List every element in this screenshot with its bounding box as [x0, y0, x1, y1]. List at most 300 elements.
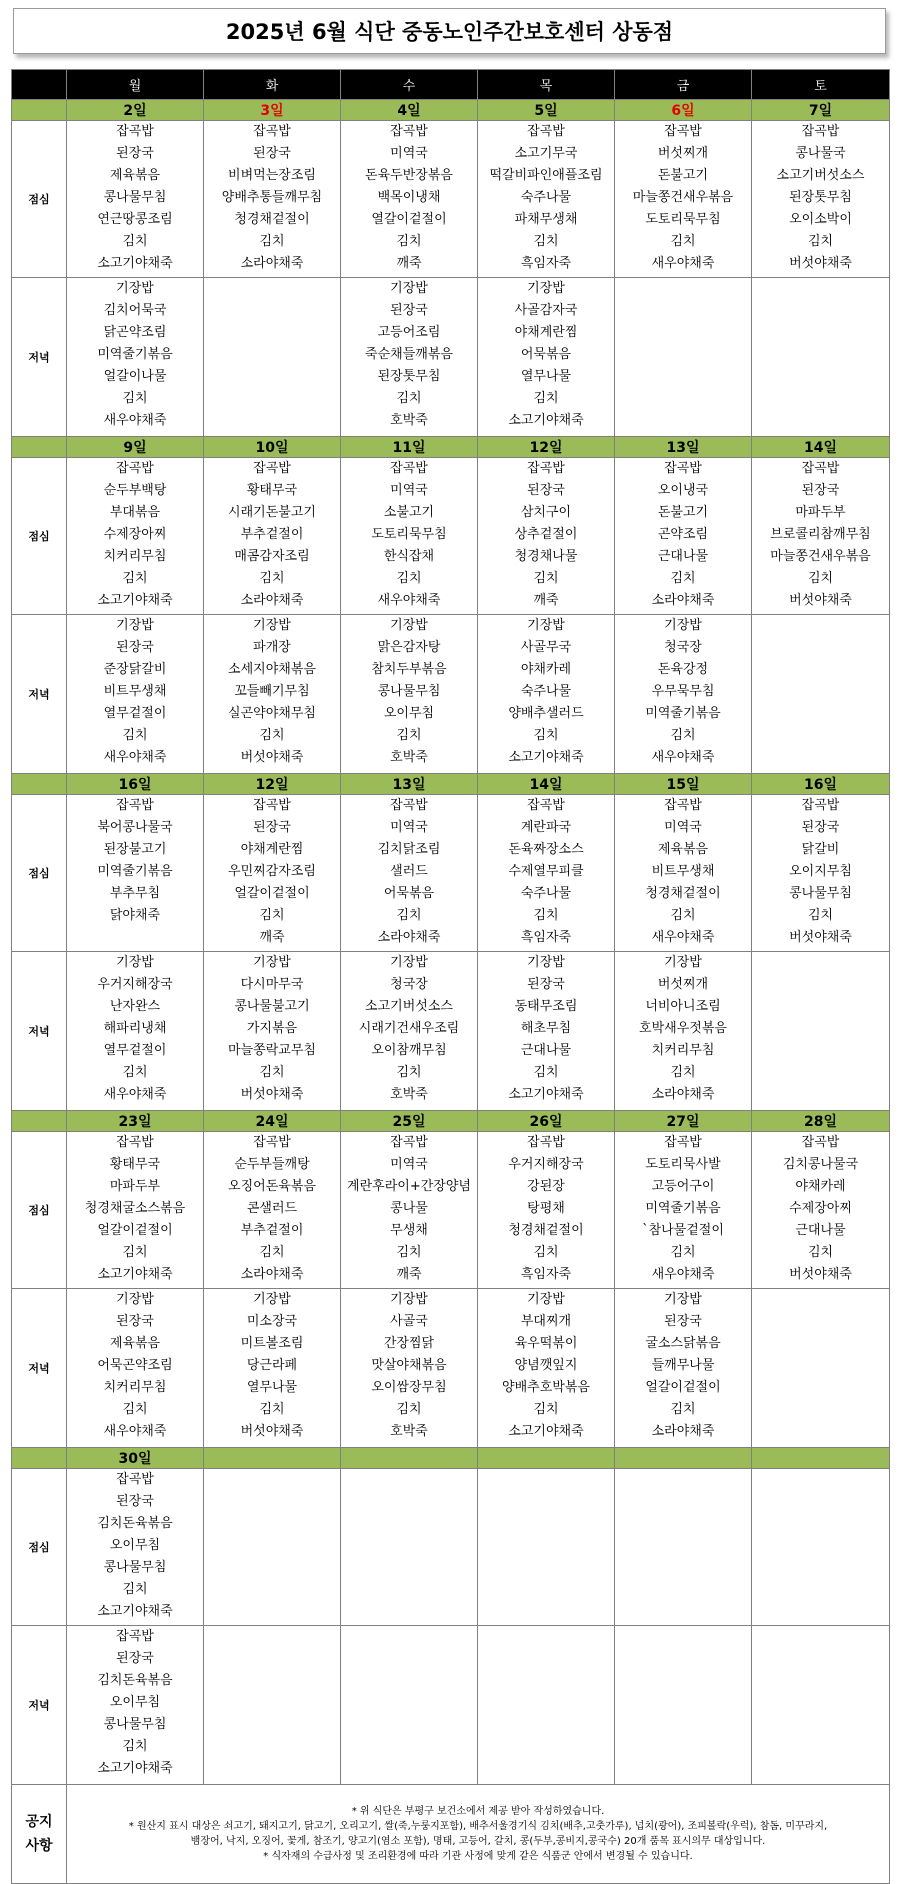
menu-item: 어묵곤약조림 — [97, 1358, 173, 1373]
menu-item: 김치 — [396, 571, 422, 586]
menu-item: 김치 — [259, 1245, 285, 1260]
dinner-menu-cell — [478, 615, 615, 774]
lunch-row — [12, 121, 890, 278]
menu-item: 청경채겉절이 — [508, 1223, 584, 1238]
notice-label-line: 사항 — [25, 1838, 53, 1854]
menu-item: 된장국 — [801, 820, 840, 835]
menu-item: 김치 — [807, 571, 834, 586]
menu-item: 소불고기 — [383, 505, 435, 520]
menu-item: 새우야채죽 — [651, 930, 715, 945]
lunch-menu-cell — [752, 1132, 890, 1289]
menu-item: 김치 — [259, 1402, 285, 1417]
menu-item: 깨죽 — [533, 593, 559, 608]
menu-item: 잡곡밥 — [527, 124, 565, 139]
menu-item: 근대나물 — [795, 1223, 846, 1238]
dinner-menu-cell — [478, 278, 615, 437]
menu-item: 오이무침 — [109, 1538, 161, 1553]
menu-item: 잡곡밥 — [253, 124, 291, 139]
menu-item: 소라야채죽 — [651, 1424, 715, 1439]
menu-item: 김치 — [670, 571, 696, 586]
lunch-row — [12, 1469, 890, 1626]
weekday-header: 월 — [67, 70, 204, 100]
date-row-corner — [12, 1448, 67, 1469]
date-cell: 14일 — [478, 774, 615, 795]
date-cell: 26일 — [478, 1111, 615, 1132]
menu-item: 당근라페 — [246, 1358, 298, 1373]
lunch-menu-cell — [615, 795, 752, 952]
menu-item: 잡곡밥 — [801, 798, 840, 813]
menu-item: 된장불고기 — [103, 842, 167, 857]
menu-item: 미역줄기볶음 — [645, 706, 721, 721]
dinner-menu-cell — [67, 1626, 204, 1785]
date-cell: 7일 — [752, 100, 890, 121]
menu-item: 황태무국 — [246, 483, 298, 498]
menu-item: 잡곡밥 — [527, 1135, 565, 1150]
menu-item: 미역줄기볶음 — [645, 1201, 721, 1216]
menu-item: 소고기버섯소스 — [776, 168, 865, 183]
menu-item: 가지볶음 — [246, 1021, 298, 1036]
menu-item: 곤약조림 — [657, 527, 709, 542]
date-row — [12, 1111, 890, 1132]
menu-item: 우거지해장국 — [508, 1157, 584, 1172]
menu-item: 샐러드 — [390, 864, 428, 879]
menu-item: 김치 — [259, 1065, 285, 1080]
menu-item: 김치 — [670, 908, 696, 923]
menu-item: 사골국 — [390, 1314, 428, 1329]
menu-item: 죽순채들깨볶음 — [365, 347, 453, 362]
menu-item: 소라야채죽 — [377, 930, 441, 945]
menu-item: 콩나물무침 — [377, 684, 441, 699]
date-row — [12, 1448, 890, 1469]
menu-item: 백목이냉채 — [377, 190, 441, 205]
menu-item: 된장톳무침 — [377, 369, 441, 384]
menu-item: 마파두부 — [109, 1179, 161, 1194]
menu-item: 열무겉절이 — [103, 1043, 167, 1058]
menu-item: 청국장 — [664, 640, 702, 655]
notice-line: 뱀장어, 낙지, 오징어, 꽃게, 참조기, 양고기(염소 포함), 명태, 고등어, 갈치, 콩(두부,콩비지,콩국수) 20개 품목 표시의무 대상입니다. — [190, 1836, 766, 1847]
menu-item: 된장국 — [116, 1494, 154, 1509]
date-cell: 24일 — [204, 1111, 341, 1132]
menu-item: 수제장아찌 — [789, 1201, 852, 1216]
menu-item: 잡곡밥 — [253, 798, 291, 813]
menu-item: 한식잡채 — [383, 549, 435, 564]
notice-label-line: 공지 — [25, 1814, 53, 1830]
dinner-row — [12, 278, 890, 437]
date-cell — [341, 1448, 478, 1469]
menu-item: 흑임자죽 — [520, 930, 572, 945]
lunch-menu-cell — [478, 795, 615, 952]
menu-item: 해초무침 — [520, 1021, 572, 1036]
menu-item: 사골감자국 — [514, 303, 578, 318]
menu-item: 파개장 — [253, 640, 291, 655]
menu-item: 도토리묵무침 — [645, 212, 721, 227]
menu-item: 잡곡밥 — [664, 124, 702, 139]
menu-item: 김치 — [122, 391, 148, 406]
menu-item: 버섯야채죽 — [240, 1087, 304, 1102]
menu-item: 파채무생채 — [514, 212, 578, 227]
dinner-label: 저녁 — [12, 1289, 67, 1448]
menu-item: 근대나물 — [520, 1043, 572, 1058]
menu-item: 청경채나물 — [514, 549, 578, 564]
date-cell: 5일 — [478, 100, 615, 121]
menu-item: 강된장 — [527, 1179, 565, 1194]
menu-item: 오이냉국 — [657, 483, 709, 498]
menu-item: 야채카레 — [520, 662, 572, 677]
menu-item: 준장닭갈비 — [103, 662, 167, 677]
menu-item: 기장밥 — [116, 618, 154, 633]
lunch-menu-cell — [341, 795, 478, 952]
menu-item: 야채계란찜 — [240, 842, 304, 857]
menu-item: 고등어구이 — [651, 1179, 715, 1194]
menu-item: 잡곡밥 — [390, 124, 428, 139]
menu-item: 콩나물국 — [795, 146, 846, 161]
menu-item: 미역국 — [390, 820, 428, 835]
menu-item: 소고기야채죽 — [508, 413, 584, 428]
menu-item: 숙주나물 — [520, 886, 572, 901]
menu-item: 흑임자죽 — [520, 256, 572, 271]
menu-item: 어묵볶음 — [383, 886, 435, 901]
menu-item: 깨죽 — [396, 256, 422, 271]
menu-item: 김치돈육볶음 — [97, 1673, 173, 1688]
lunch-menu-cell — [204, 1469, 341, 1626]
menu-item: 굴소스닭볶음 — [645, 1336, 721, 1351]
menu-item: 기장밥 — [253, 955, 291, 970]
menu-item: 기장밥 — [116, 281, 154, 296]
menu-item: 호박새우젓볶음 — [639, 1021, 727, 1036]
menu-item: 연근땅콩조림 — [97, 212, 173, 227]
menu-item: 호박죽 — [390, 1087, 428, 1102]
menu-item: 너비아니조림 — [645, 999, 721, 1014]
dinner-menu-cell — [615, 1289, 752, 1448]
dinner-menu-cell — [615, 615, 752, 774]
lunch-menu-cell — [67, 458, 204, 615]
menu-item: 버섯야채죽 — [789, 1267, 852, 1282]
date-cell: 11일 — [341, 437, 478, 458]
date-cell — [204, 1448, 341, 1469]
lunch-row — [12, 795, 890, 952]
menu-item: 김치 — [670, 1065, 696, 1080]
menu-item: 청경채굴소스볶음 — [84, 1201, 186, 1216]
menu-item: 김치 — [122, 1402, 148, 1417]
dinner-menu-cell — [67, 952, 204, 1111]
menu-item: 호박죽 — [390, 413, 428, 428]
lunch-menu-cell — [478, 121, 615, 278]
menu-item: 된장국 — [664, 1314, 702, 1329]
menu-item: 치커리무침 — [103, 549, 167, 564]
menu-item: 버섯야채죽 — [789, 930, 852, 945]
menu-item: 제육볶음 — [657, 842, 709, 857]
menu-item: 소라야채죽 — [240, 1267, 304, 1282]
dinner-menu-cell — [615, 952, 752, 1111]
menu-item: 고등어조림 — [377, 325, 441, 340]
menu-item: 김치 — [533, 1402, 559, 1417]
lunch-label: 점심 — [12, 121, 67, 278]
date-cell: 25일 — [341, 1111, 478, 1132]
lunch-label: 점심 — [12, 795, 67, 952]
menu-item: 김치 — [259, 908, 285, 923]
menu-item: 소고기야채죽 — [508, 1424, 584, 1439]
menu-item: 김치 — [807, 1245, 834, 1260]
menu-item: 순두부들깨탕 — [234, 1157, 310, 1172]
menu-item: 마파두부 — [795, 505, 846, 520]
menu-item: 기장밥 — [390, 1292, 428, 1307]
date-row-corner — [12, 100, 67, 121]
dinner-menu-cell — [204, 615, 341, 774]
dinner-menu-cell — [615, 1626, 752, 1785]
lunch-menu-cell — [615, 121, 752, 278]
menu-item: 떡갈비파인애플조림 — [489, 168, 603, 183]
lunch-label: 점심 — [12, 1132, 67, 1289]
menu-item: 제육볶음 — [109, 1336, 161, 1351]
date-cell — [478, 1448, 615, 1469]
menu-item: 소고기야채죽 — [508, 750, 584, 765]
menu-item: 얼갈이겉절이 — [234, 886, 310, 901]
dinner-label: 저녁 — [12, 615, 67, 774]
notice-text — [67, 1785, 890, 1884]
menu-item: 김치 — [533, 728, 559, 743]
menu-item: 도토리묵무침 — [371, 527, 447, 542]
menu-item: 김치 — [122, 1065, 148, 1080]
menu-item: 김치 — [807, 234, 834, 249]
menu-item: 잡곡밥 — [116, 1472, 154, 1487]
dinner-menu-cell — [204, 1626, 341, 1785]
menu-item: 오이참깨무침 — [371, 1043, 447, 1058]
dinner-row — [12, 952, 890, 1111]
menu-item: 흑임자죽 — [520, 1267, 572, 1282]
date-cell — [752, 1448, 890, 1469]
menu-item: 김치 — [533, 571, 559, 586]
lunch-menu-cell — [341, 458, 478, 615]
dinner-menu-cell — [752, 952, 890, 1111]
menu-item: 미역줄기볶음 — [97, 347, 173, 362]
notice-line: * 위 식단은 부평구 보건소에서 제공 받아 작성하였습니다. — [351, 1806, 605, 1817]
menu-item: 양념깻잎지 — [514, 1358, 578, 1373]
menu-item: 김치 — [396, 1245, 422, 1260]
menu-item: 콩나물무침 — [103, 1717, 167, 1732]
weekday-header: 화 — [204, 70, 341, 100]
lunch-menu-cell — [67, 121, 204, 278]
dinner-menu-cell — [752, 615, 890, 774]
date-cell: 3일 — [204, 100, 341, 121]
meal-calendar-table — [11, 69, 890, 1884]
menu-item: 김치 — [670, 1402, 696, 1417]
weekday-header: 목 — [478, 70, 615, 100]
menu-item: 치커리무침 — [651, 1043, 715, 1058]
date-cell: 16일 — [752, 774, 890, 795]
date-row — [12, 774, 890, 795]
menu-item: 기장밥 — [664, 1292, 702, 1307]
menu-item: 김치 — [533, 234, 559, 249]
menu-item: 새우야채죽 — [651, 1267, 715, 1282]
menu-item: 김치어묵국 — [103, 303, 167, 318]
date-row-corner — [12, 1111, 67, 1132]
menu-item: 수제열무피클 — [508, 864, 584, 879]
lunch-row — [12, 458, 890, 615]
menu-item: 새우야채죽 — [651, 256, 715, 271]
menu-item: 된장국 — [527, 977, 565, 992]
menu-item: 잡곡밥 — [116, 461, 154, 476]
menu-item: 오이무침 — [383, 706, 435, 721]
menu-item: 황태무국 — [109, 1157, 161, 1172]
menu-item: 김치 — [259, 234, 285, 249]
menu-item: 다시마무국 — [240, 977, 304, 992]
menu-item: 브로콜리참깨무침 — [770, 527, 871, 542]
menu-item: 김치 — [259, 571, 285, 586]
menu-item: 부추겉절이 — [240, 527, 304, 542]
dinner-row — [12, 1289, 890, 1448]
menu-item: 기장밥 — [116, 955, 154, 970]
menu-item: 잡곡밥 — [527, 798, 565, 813]
lunch-menu-cell — [67, 1469, 204, 1626]
menu-item: 김치 — [122, 1245, 148, 1260]
lunch-menu-cell — [204, 121, 341, 278]
menu-item: 계란후라이+간장양념 — [347, 1179, 471, 1194]
menu-item: 꼬들빼기무침 — [234, 684, 310, 699]
menu-item: 잡곡밥 — [664, 798, 702, 813]
menu-item: 미역국 — [390, 1157, 428, 1172]
menu-item: 무생채 — [390, 1223, 428, 1238]
menu-item: 김치 — [122, 571, 148, 586]
menu-item: 기장밥 — [253, 618, 291, 633]
menu-item: 오이지무침 — [789, 864, 852, 879]
menu-item: 된장국 — [116, 146, 154, 161]
menu-item: 난자완스 — [109, 999, 161, 1014]
menu-item: 잡곡밥 — [390, 461, 428, 476]
menu-item: 콩나물 — [390, 1201, 428, 1216]
menu-item: 상추겉절이 — [514, 527, 578, 542]
menu-item: 수제장아찌 — [103, 527, 167, 542]
menu-item: 잡곡밥 — [527, 461, 565, 476]
menu-item: 기장밥 — [253, 1292, 291, 1307]
menu-item: 육우떡볶이 — [514, 1336, 578, 1351]
menu-item: 소고기무국 — [514, 146, 578, 161]
menu-item: 새우야채죽 — [377, 593, 441, 608]
lunch-label: 점심 — [12, 1469, 67, 1626]
menu-item: 비트무생채 — [103, 684, 167, 699]
menu-item: 김치 — [533, 1065, 559, 1080]
menu-item: 된장국 — [527, 483, 565, 498]
lunch-menu-cell — [67, 1132, 204, 1289]
menu-item: 들깨무나물 — [651, 1358, 715, 1373]
menu-item: 김치 — [396, 908, 422, 923]
date-cell: 27일 — [615, 1111, 752, 1132]
menu-item: 소고기야채죽 — [97, 1761, 173, 1776]
menu-item: 계란파국 — [520, 820, 572, 835]
menu-item: 새우야채죽 — [103, 413, 167, 428]
lunch-menu-cell — [341, 121, 478, 278]
menu-item: 김치 — [533, 1245, 559, 1260]
menu-item: 김치 — [533, 908, 559, 923]
lunch-menu-cell — [478, 458, 615, 615]
menu-item: 청국장 — [390, 977, 428, 992]
menu-item: 오이소박이 — [789, 212, 852, 227]
lunch-menu-cell — [752, 1469, 890, 1626]
lunch-menu-cell — [341, 1469, 478, 1626]
menu-item: 김치 — [670, 234, 696, 249]
lunch-menu-cell — [67, 795, 204, 952]
menu-item: `참나물겉절이 — [642, 1223, 724, 1238]
menu-item: 부대볶음 — [109, 505, 161, 520]
menu-item: 잡곡밥 — [664, 461, 702, 476]
menu-item: 된장국 — [116, 640, 154, 655]
menu-item: 기장밥 — [390, 955, 428, 970]
weekday-header-row — [12, 70, 890, 100]
menu-item: 김치 — [122, 1739, 148, 1754]
page-title: 2025년 6월 식단 중동노인주간보호센터 상동점 — [13, 8, 886, 54]
menu-item: 소라야채죽 — [651, 593, 715, 608]
dinner-menu-cell — [67, 615, 204, 774]
notice-label — [12, 1785, 67, 1884]
menu-item: 마늘쫑락교무침 — [228, 1043, 316, 1058]
menu-item: 돈불고기 — [657, 168, 709, 183]
dinner-menu-cell — [341, 615, 478, 774]
date-cell: 6일 — [615, 100, 752, 121]
menu-item: 시래기건새우조림 — [358, 1021, 460, 1036]
menu-item: 근대나물 — [657, 549, 709, 564]
menu-item: 미역국 — [390, 146, 428, 161]
menu-item: 어묵볶음 — [520, 347, 572, 362]
menu-item: 삼치구이 — [520, 505, 572, 520]
weekday-header: 토 — [752, 70, 890, 100]
date-cell: 12일 — [204, 774, 341, 795]
menu-item: 된장국 — [253, 820, 291, 835]
menu-item: 미역국 — [390, 483, 428, 498]
menu-item: 깨죽 — [259, 930, 285, 945]
menu-item: 청경채겉절이 — [234, 212, 310, 227]
menu-item: 기장밥 — [116, 1292, 154, 1307]
menu-item: 미트볼조림 — [240, 1336, 304, 1351]
menu-item: 부추무침 — [109, 886, 161, 901]
lunch-menu-cell — [204, 458, 341, 615]
menu-item: 김치콩나물국 — [782, 1157, 859, 1172]
dinner-menu-cell — [752, 1289, 890, 1448]
date-cell: 12일 — [478, 437, 615, 458]
menu-item: 콩나물무침 — [789, 886, 852, 901]
menu-item: 청경채겉절이 — [645, 886, 721, 901]
dinner-menu-cell — [752, 278, 890, 437]
dinner-menu-cell — [67, 1289, 204, 1448]
menu-item: 새우야채죽 — [651, 750, 715, 765]
menu-item: 사골무국 — [520, 640, 572, 655]
menu-item: 잡곡밥 — [253, 461, 291, 476]
menu-item: 열무겉절이 — [103, 706, 167, 721]
lunch-menu-cell — [752, 795, 890, 952]
menu-item: 시래기돈불고기 — [228, 505, 316, 520]
menu-item: 콩나물무침 — [103, 190, 167, 205]
lunch-menu-cell — [204, 1132, 341, 1289]
weekday-header: 금 — [615, 70, 752, 100]
menu-item: 소라야채죽 — [240, 256, 304, 271]
lunch-menu-cell — [478, 1469, 615, 1626]
menu-item: 해파리냉채 — [103, 1021, 167, 1036]
menu-item: 된장국 — [116, 1651, 154, 1666]
menu-item: 김치 — [396, 1065, 422, 1080]
menu-item: 기장밥 — [664, 955, 702, 970]
date-cell: 15일 — [615, 774, 752, 795]
date-cell: 13일 — [615, 437, 752, 458]
date-cell: 16일 — [67, 774, 204, 795]
menu-item: 기장밥 — [527, 955, 565, 970]
menu-item: 잡곡밥 — [116, 1629, 154, 1644]
menu-item: 김치돈육볶음 — [97, 1516, 173, 1531]
menu-item: 소고기야채죽 — [97, 1267, 173, 1282]
menu-item: 호박죽 — [390, 1424, 428, 1439]
date-row-corner — [12, 774, 67, 795]
menu-item: 김치 — [807, 908, 834, 923]
menu-item: 마늘쫑건새우볶음 — [770, 549, 871, 564]
menu-item: 우무묵무침 — [651, 684, 715, 699]
date-cell: 9일 — [67, 437, 204, 458]
